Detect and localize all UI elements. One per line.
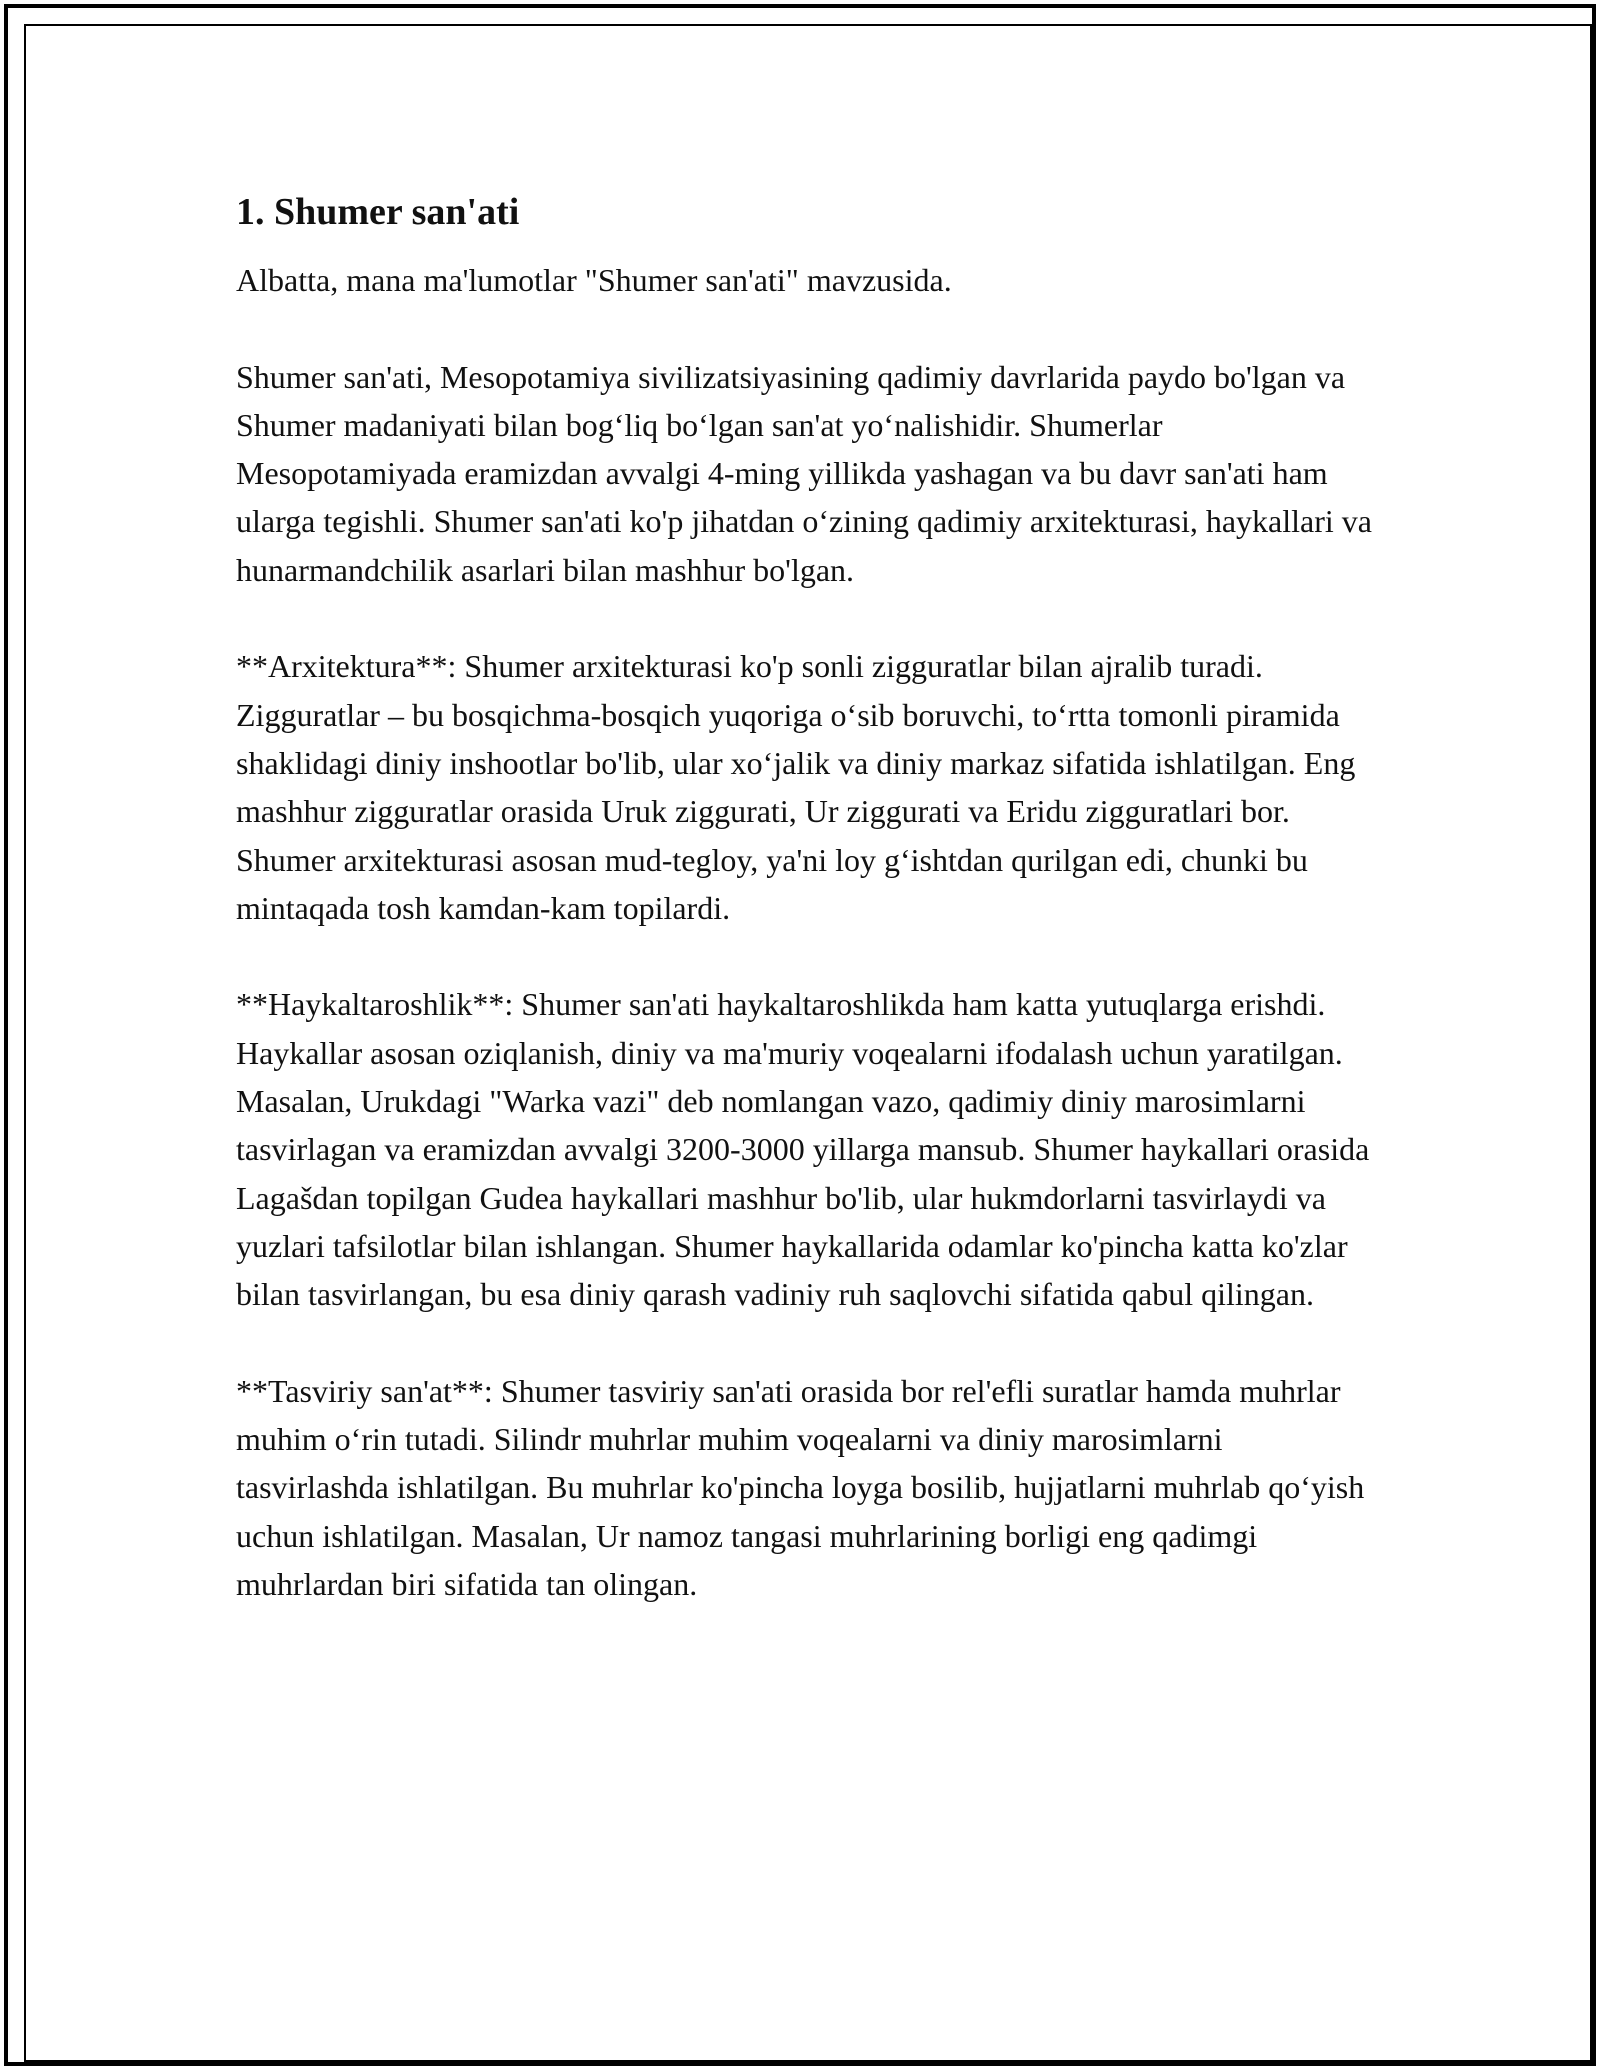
paragraph-sculpture: **Haykaltaroshlik**: Shumer san'ati haykaltaroshlikda ham katta yutuqlarga erishdi. Haykallar asosan oziqlanish, diniy va ma'muriy voqealarni ifodalash uchun yaratilgan. Masalan, Urukdagi "Warka vazi" deb nomlangan vazo, qadimiy diniy marosimlarni tasvirlagan va eramizdan avvalgi 3200-3000 yillarga mansub. Shumer haykallari orasida Lagašdan topilgan Gudea haykallari mashhur bo'lib, ular hukmdorlarni tasvirlaydi va yuzlari tafsilotlar bilan ishlangan. Shumer haykallarida odamlar ko'pincha katta ko'zlar bilan tasvirlangan, bu esa diniy qarash vadiniy ruh saqlovchi sifatida qabul qilingan.	[236, 986, 1370, 1313]
paragraph-intro: Albatta, mana ma'lumotlar "Shumer san'ati" mavzusida.	[236, 262, 952, 298]
paragraph-visual-art: **Tasviriy san'at**: Shumer tasviriy san'ati orasida bor rel'efli suratlar hamda muhrlar muhim o‘rin tutadi. Silindr muhrlar muhim voqealarni va diniy marosimlarni tasvirlashda ishlatilgan. Bu muhrlar ko'pincha loyga bosilib, hujjatlarni muhrlab qo‘yish uchun ishlatilgan. Masalan, Ur namoz tangasi muhrlarining borligi eng qadimgi muhrlardan biri sifatida tan olingan.	[236, 1372, 1365, 1603]
page-title: 1. Shumer san'ati	[236, 191, 520, 233]
paragraph-architecture: **Arxitektura**: Shumer arxitekturasi ko'p sonli zigguratlar bilan ajralib turadi. Zigguratlar – bu bosqichma-bosqich yuqoriga o‘sib boruvchi, to‘rtta tomonli piramida shaklidagi diniy inshootlar bo'lib, ular xo‘jalik va diniy markaz sifatida ishlatilgan. Eng mashhur zigguratlar orasida Uruk ziggurati, Ur ziggurati va Eridu zigguratlari bor. Shumer arxitekturasi asosan mud-tegloy, ya'ni loy g‘ishtdan qurilgan edi, chunki bu mintaqada tosh kamdan-kam topilardi.	[236, 648, 1356, 926]
document-body	[236, 188, 1376, 1608]
paragraph-overview: Shumer san'ati, Mesopotamiya sivilizatsiyasining qadimiy davrlarida paydo bo'lgan va Shumer madaniyati bilan bog‘liq bo‘lgan san'at yo‘nalishidir. Shumerlar Mesopotamiyada eramizdan avvalgi 4-ming yillikda yashagan va bu davr san'ati ham ularga tegishli. Shumer san'ati ko'p jihatdan o‘zining qadimiy arxitekturasi, haykallari va hunarmandchilik asarlari bilan mashhur bo'lgan.	[236, 358, 1372, 588]
